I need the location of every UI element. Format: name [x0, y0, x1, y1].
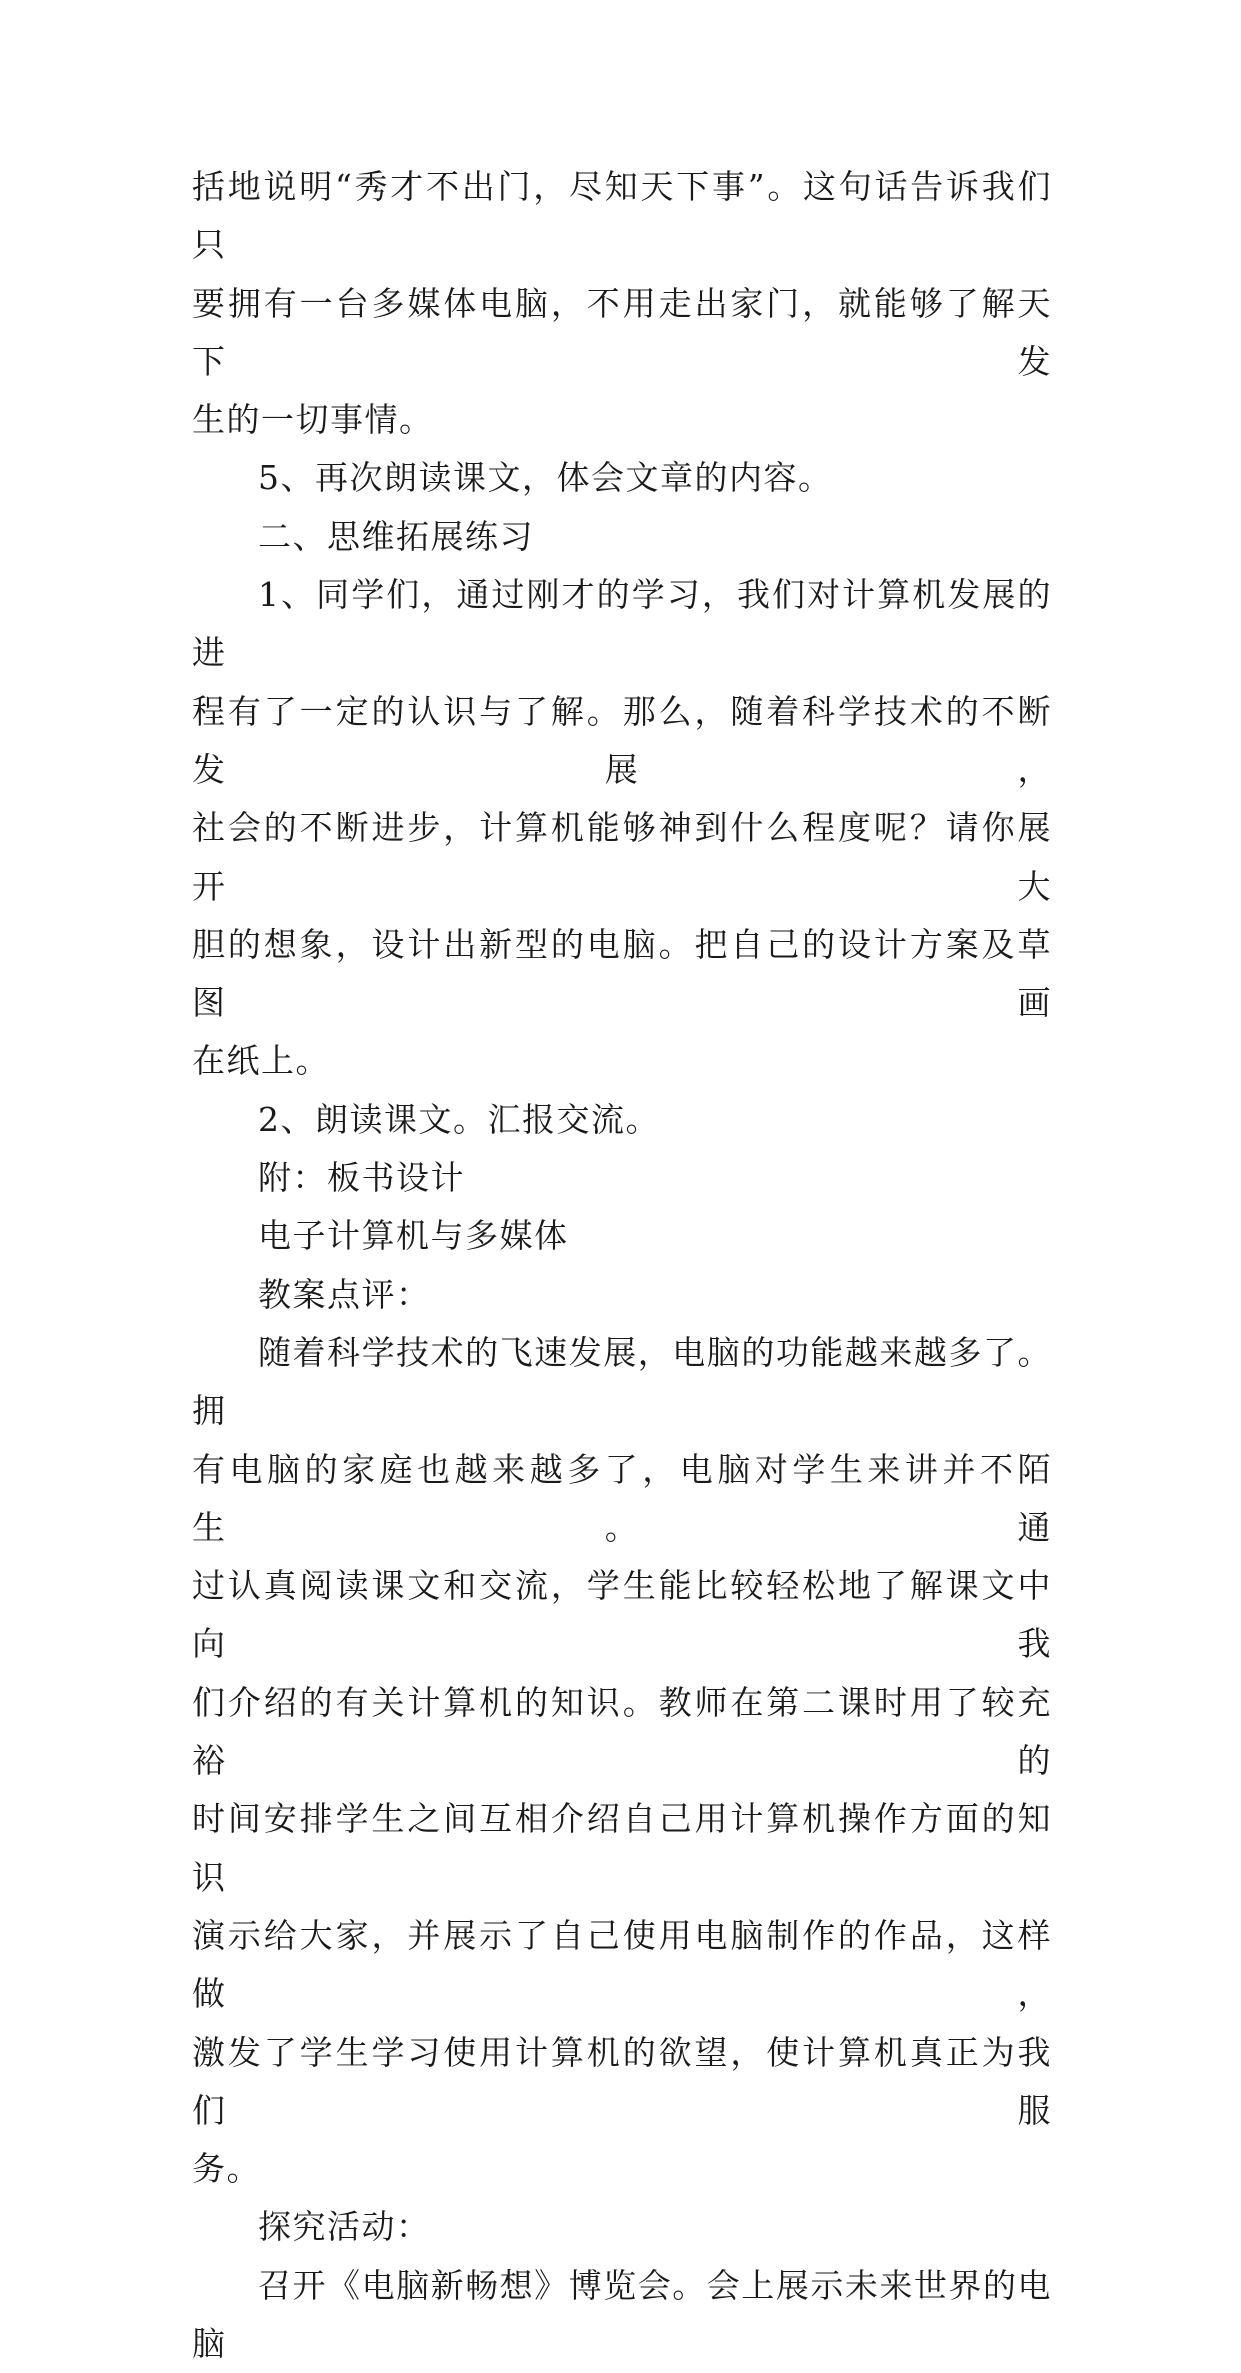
text-line: 1、同学们，通过刚才的学习，我们对计算机发展的进 — [192, 575, 1052, 673]
board-design-title — [192, 1207, 1052, 1265]
text-line: 务。 — [192, 2149, 261, 2189]
text-line: 胆的想象，设计出新型的电脑。把自己的设计方案及草图画 — [192, 924, 1052, 1023]
document-page — [192, 158, 1052, 2373]
paragraph-task-1 — [192, 566, 1052, 1091]
paragraph-task-2 — [192, 1091, 1052, 1149]
board-design-heading — [192, 1149, 1052, 1207]
text-line: 过认真阅读课文和交流，学生能比较轻松地了解课文中向我 — [192, 1566, 1052, 1664]
text-line: 探究活动： — [258, 2207, 431, 2247]
text-line: 有电脑的家庭也越来越多了，电脑对学生来讲并不陌生。通 — [192, 1449, 1052, 1547]
text-line: 时间安排学生之间互相介绍自己用计算机操作方面的知识 — [192, 1799, 1052, 1897]
paragraph-lesson-review — [192, 1324, 1052, 2198]
text-line: 二、思维拓展练习 — [258, 516, 534, 556]
text-line: 激发了学生学习使用计算机的欲望，使计算机真正为我们服 — [192, 2032, 1052, 2130]
text-line: 附：板书设计 — [258, 1158, 465, 1198]
text-line: 召开《电脑新畅想》博览会。会上展示未来世界的电脑 — [192, 2265, 1052, 2363]
text-line: 随着科学技术的飞速发展，电脑的功能越来越多了。拥 — [192, 1332, 1052, 1431]
text-line: 要拥有一台多媒体电脑，不用走出家门，就能够了解天下发 — [192, 283, 1052, 381]
inquiry-activity-heading — [192, 2198, 1052, 2256]
text-line: 生的一切事情。 — [192, 400, 434, 440]
paragraph-intro-conclusion — [192, 158, 1052, 449]
text-line: 演示给大家，并展示了自己使用电脑制作的作品，这样做， — [192, 1915, 1052, 2014]
text-line: 教案点评： — [258, 1274, 431, 1314]
lesson-review-heading — [192, 1266, 1052, 1324]
paragraph-step-5 — [192, 449, 1052, 507]
text-line: 5、再次朗读课文，体会文章的内容。 — [258, 458, 833, 498]
text-line: 程有了一定的认识与了解。那么，随着科学技术的不断发展， — [192, 691, 1052, 789]
section-heading-thinking-practice — [192, 508, 1052, 566]
text-line: 社会的不断进步，计算机能够神到什么程度呢？请你展开大 — [192, 808, 1052, 906]
text-line: 2、朗读课文。汇报交流。 — [258, 1099, 660, 1139]
text-line: 括地说明“秀才不出门，尽知天下事”。这句话告诉我们只 — [192, 167, 1052, 265]
paragraph-inquiry-activity — [192, 2257, 1052, 2373]
text-line: 们介绍的有关计算机的知识。教师在第二课时用了较充裕的 — [192, 1682, 1052, 1781]
text-line: 在纸上。 — [192, 1041, 330, 1081]
text-line: 电子计算机与多媒体 — [258, 1216, 569, 1256]
